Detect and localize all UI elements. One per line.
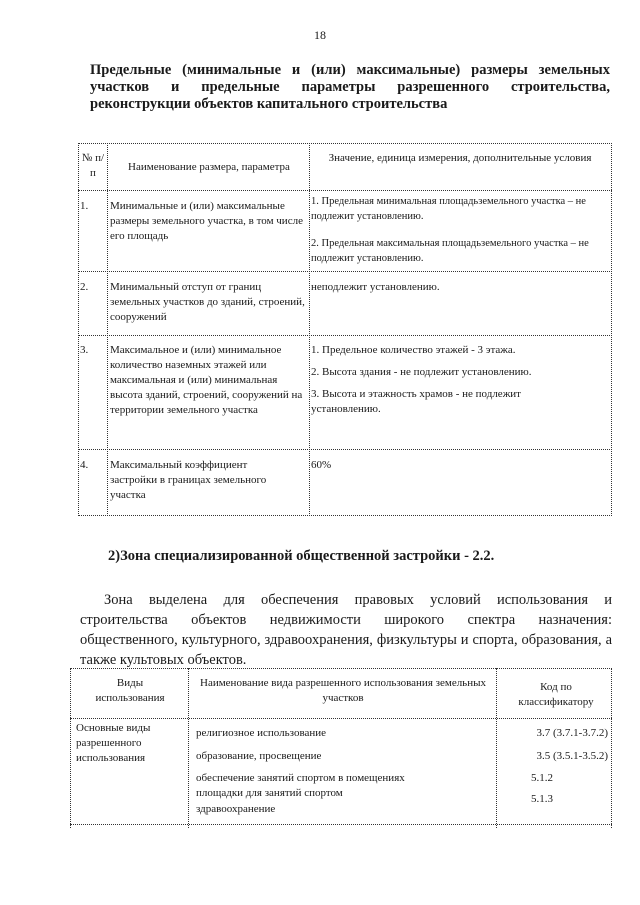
table-border	[78, 143, 79, 516]
header-num: № п/п	[81, 152, 105, 179]
table-border	[309, 143, 310, 516]
use-code-3: 5.1.2	[531, 772, 553, 784]
use-name-3: обеспечение занятий спортом в помещениях	[196, 772, 405, 784]
header-code: Код по классификатору	[518, 681, 594, 708]
row-4-value: 60%	[311, 459, 332, 471]
header-name: Наименование размера, параметра	[128, 161, 290, 173]
zone-description: Зона выделена для обеспечения правовых условий использования и строительства объектов недвижимости широкого спектра назначения: общественного, культурного, здравоохранения, физкультуры и спорта, образования, а также культовых объектов.	[80, 592, 612, 668]
section-title-line-1: Предельные (минимальные и (или) максимальные) размеры земельных	[90, 62, 610, 78]
table-border	[70, 668, 612, 669]
table-border	[78, 190, 612, 191]
limits-table	[78, 143, 612, 516]
row-1-value-1: 1. Предельная минимальная площадьземельного участка – не подлежит установлению.	[311, 196, 586, 222]
section-title-line-3: реконструкции объектов капитального строительства	[90, 96, 448, 112]
row-3-value-2: 2. Высота здания - не подлежит установлению.	[311, 366, 532, 378]
category-label: Основные виды разрешенного использования	[76, 722, 151, 764]
row-3-num: 3.	[80, 344, 89, 356]
table-border	[496, 668, 497, 828]
use-name-5: здравоохранение	[196, 803, 276, 815]
row-3-value-1: 1. Предельное количество этажей - 3 этажа.	[311, 344, 516, 356]
table-border	[78, 143, 612, 144]
row-2-name: Минимальный отступ от границ земельных участков до зданий, строений, сооружений	[110, 281, 305, 323]
row-1-name: Минимальные и (или) максимальные размеры земельного участка, в том числе его площадь	[110, 200, 303, 242]
table-border	[70, 718, 612, 719]
zone-paragraph	[80, 590, 612, 670]
row-2-num: 2.	[80, 281, 89, 293]
use-code-2: 3.5 (3.5.1-3.5.2)	[536, 750, 608, 762]
header-use-name: Наименование вида разрешенного использования земельных участков	[200, 677, 486, 704]
table-border	[78, 515, 612, 516]
row-1-num: 1.	[80, 200, 89, 212]
use-name-2: образование, просвещение	[196, 750, 322, 762]
section-title-line-2: участков и предельные параметры разрешенного строительства,	[90, 79, 610, 95]
section-title	[90, 62, 610, 113]
header-kind: Виды использования	[95, 677, 165, 704]
table-border	[107, 143, 108, 516]
use-code-1: 3.7 (3.7.1-3.7.2)	[536, 727, 608, 739]
table-border	[78, 335, 612, 336]
header-value: Значение, единица измерения, дополнительные условия	[328, 152, 592, 164]
table-border	[70, 824, 612, 825]
page-number: 18	[314, 28, 326, 42]
table-border	[611, 143, 612, 516]
row-4-name: Максимальный коэффициент застройки в границах земельного участка	[110, 459, 267, 501]
table-border	[78, 449, 612, 450]
table-border	[188, 668, 189, 828]
uses-table	[70, 668, 612, 828]
table-border	[78, 271, 612, 272]
row-4-num: 4.	[80, 459, 89, 471]
row-1-value-2: 2. Предельная максимальная площадьземельного участка – не подлежит установлению.	[311, 238, 589, 264]
use-name-1: религиозное использование	[196, 727, 327, 739]
table-border	[611, 668, 612, 828]
use-name-4: площадки для занятий спортом	[196, 787, 343, 799]
row-3-name: Максимальное и (или) минимальное количество наземных этажей или максимальная и (или) минимальная высота зданий, строений, сооружений на территории земельного участка	[110, 344, 303, 416]
zone-heading: 2)Зона специализированной общественной застройки - 2.2.	[108, 548, 495, 564]
row-2-value: неподлежит установлению.	[311, 281, 440, 293]
table-border	[70, 668, 71, 828]
row-3-value-3: 3. Высота и этажность храмов - не подлежит установлению.	[311, 388, 521, 415]
use-code-4: 5.1.3	[531, 793, 553, 805]
